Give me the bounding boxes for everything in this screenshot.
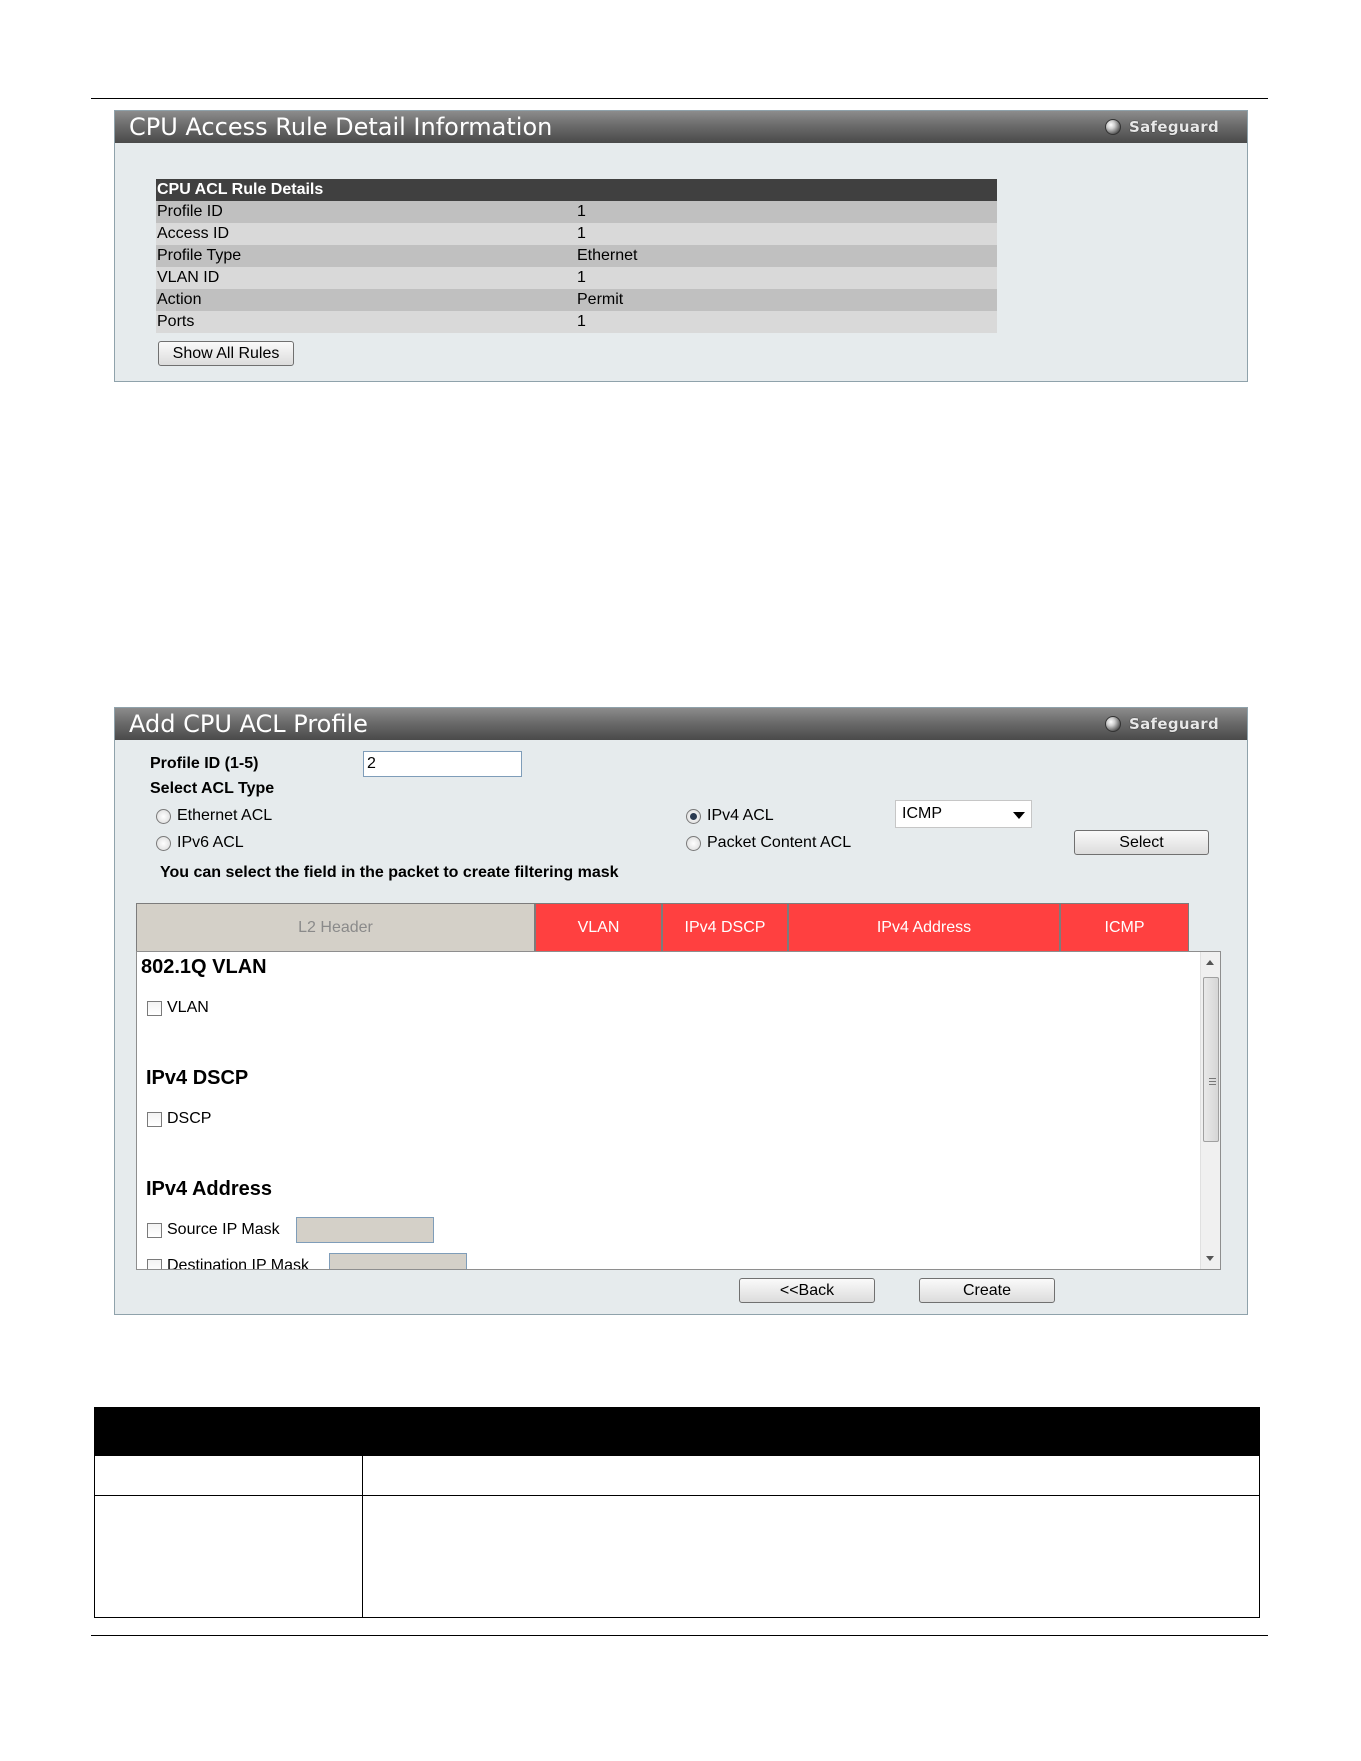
ipv6-acl-radio[interactable]	[156, 836, 171, 851]
vlan-checkbox-label: VLAN	[167, 999, 209, 1016]
row-label: Ports	[156, 311, 576, 333]
select-acl-type-label: Select ACL Type	[150, 780, 275, 797]
safeguard-indicator	[1105, 708, 1219, 740]
tab-l2-header[interactable]: L2 Header	[136, 903, 535, 951]
tab-vlan[interactable]: VLAN	[535, 903, 662, 951]
table-row	[156, 245, 997, 267]
table-row	[156, 311, 997, 333]
safeguard-indicator	[1105, 111, 1219, 143]
tab-icmp[interactable]: ICMP	[1060, 903, 1189, 951]
scroll-down-icon[interactable]	[1206, 1256, 1214, 1261]
scrollbar-thumb[interactable]	[1203, 977, 1219, 1142]
safeguard-label: Safeguard	[1129, 715, 1219, 733]
row-value: 1	[576, 267, 997, 289]
row-value: 1	[576, 223, 997, 245]
rule-details-header: CPU ACL Rule Details	[156, 179, 997, 201]
packet-content-acl-label: Packet Content ACL	[707, 834, 852, 851]
table-cell	[363, 1456, 1260, 1496]
protocol-select[interactable]	[895, 800, 1032, 828]
page-top-rule	[91, 98, 1268, 99]
table-cell	[363, 1496, 1260, 1618]
rule-panel-title	[115, 111, 1247, 143]
row-label: VLAN ID	[156, 267, 576, 289]
source-ip-mask-checkbox[interactable]	[147, 1223, 162, 1238]
ipv6-acl-label: IPv6 ACL	[177, 834, 244, 851]
tab-ipv4-dscp[interactable]: IPv4 DSCP	[662, 903, 788, 951]
vlan-checkbox[interactable]	[147, 1001, 162, 1016]
back-button[interactable]: <<Back	[739, 1278, 875, 1303]
table-row	[156, 223, 997, 245]
select-button[interactable]: Select	[1074, 830, 1209, 855]
row-value: Permit	[576, 289, 997, 311]
row-label: Profile Type	[156, 245, 576, 267]
row-label: Action	[156, 289, 576, 311]
row-value: 1	[576, 201, 997, 223]
row-label: Profile ID	[156, 201, 576, 223]
ipv4-acl-label: IPv4 ACL	[707, 807, 774, 824]
show-all-rules-button[interactable]: Show All Rules	[158, 341, 294, 366]
vlan-section-heading: 802.1Q VLAN	[141, 956, 267, 978]
chevron-down-icon	[1013, 812, 1025, 819]
tab-ipv4-address[interactable]: IPv4 Address	[788, 903, 1060, 951]
table-row	[156, 201, 997, 223]
source-ip-mask-input[interactable]	[296, 1217, 434, 1243]
address-section-heading: IPv4 Address	[146, 1178, 272, 1200]
table-cell	[95, 1496, 363, 1618]
protocol-select-value: ICMP	[902, 805, 942, 822]
safeguard-icon	[1105, 119, 1121, 135]
filter-fields-scroll-area[interactable]	[136, 951, 1221, 1270]
table-row	[156, 267, 997, 289]
rule-panel-title-text: CPU Access Rule Detail Information	[129, 113, 553, 141]
safeguard-label: Safeguard	[1129, 118, 1219, 136]
profile-panel-title-text: Add CPU ACL Profile	[129, 710, 368, 738]
destination-ip-mask-label: Destination IP Mask	[167, 1257, 309, 1270]
packet-field-tabs	[136, 903, 1189, 951]
page-bottom-rule	[91, 1635, 1268, 1636]
profile-panel-title	[115, 708, 1247, 740]
add-profile-panel	[114, 707, 1248, 1315]
scroll-up-icon[interactable]	[1206, 960, 1214, 965]
grip-icon	[1209, 1078, 1216, 1085]
table-row	[95, 1456, 1260, 1496]
ethernet-acl-radio[interactable]	[156, 809, 171, 824]
profile-id-input[interactable]	[363, 751, 522, 777]
row-value: 1	[576, 311, 997, 333]
rule-details-table	[156, 179, 997, 333]
dscp-checkbox[interactable]	[147, 1112, 162, 1127]
description-table	[94, 1407, 1260, 1618]
table-row	[156, 289, 997, 311]
row-value: Ethernet	[576, 245, 997, 267]
source-ip-mask-label: Source IP Mask	[167, 1221, 280, 1238]
destination-ip-mask-checkbox[interactable]	[147, 1259, 162, 1270]
rule-detail-panel	[114, 110, 1248, 382]
row-label: Access ID	[156, 223, 576, 245]
filtering-mask-hint: You can select the field in the packet to create filtering mask	[160, 864, 619, 881]
dscp-section-heading: IPv4 DSCP	[146, 1067, 249, 1089]
destination-ip-mask-input[interactable]	[329, 1253, 467, 1270]
create-button[interactable]: Create	[919, 1278, 1055, 1303]
ethernet-acl-label: Ethernet ACL	[177, 807, 273, 824]
table-cell	[95, 1456, 363, 1496]
vertical-scrollbar[interactable]	[1200, 952, 1220, 1269]
ipv4-acl-radio[interactable]	[686, 809, 701, 824]
table-row	[95, 1496, 1260, 1618]
description-table-header	[95, 1408, 1260, 1456]
dscp-checkbox-label: DSCP	[167, 1110, 212, 1127]
packet-content-acl-radio[interactable]	[686, 836, 701, 851]
profile-id-label: Profile ID (1-5)	[150, 755, 259, 772]
safeguard-icon	[1105, 716, 1121, 732]
